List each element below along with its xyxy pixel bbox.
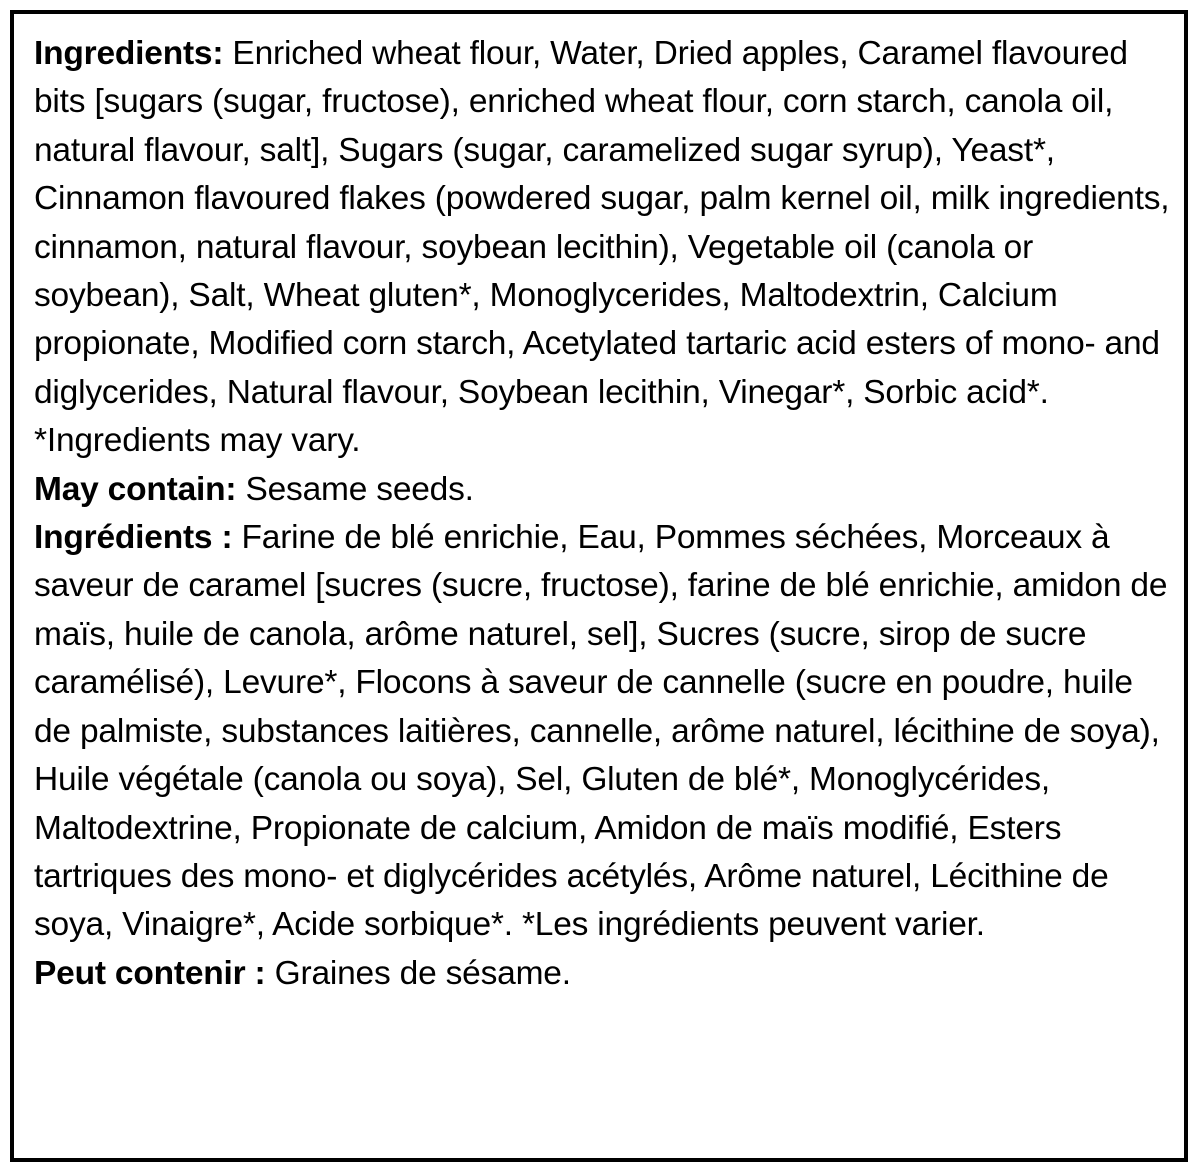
ingredients-label-box [10, 10, 1188, 1162]
french-ingredients-list: Farine de blé enrichie, Eau, Pommes séchées, Morceaux à saveur de caramel [sucres (sucre, fructose), farine de blé enrichie, amidon de maïs, huile de canola, arôme naturel, sel], Sucres (sucre, sirop de sucre caramélisé), Levure*, Flocons à saveur de cannelle (sucre en poudre, huile de palmiste, substances laitières, cannelle, arôme naturel, lécithine de soya), Huile végétale (canola ou soya), Sel, Gluten de blé*, Monoglycérides, Maltodextrine, Propionate de calcium, Amidon de maïs modifié, Esters tartriques des mono- et diglycérides acétylés, Arôme naturel, Lécithine de soya, Vinaigre*, Acide sorbique*. *Les ingrédients peuvent varier. [34, 519, 1168, 944]
english-may-contain-text: Sesame seeds. [236, 470, 474, 508]
english-ingredients-heading: Ingredients: [34, 35, 224, 72]
french-may-contain-text: Graines de sésame. [265, 954, 571, 992]
french-may-contain-paragraph [34, 950, 1170, 998]
english-may-contain-heading: May contain: [34, 470, 237, 508]
english-may-contain-paragraph [34, 466, 1170, 514]
english-ingredients-paragraph [34, 30, 1170, 466]
french-may-contain-heading: Peut contenir : [34, 954, 266, 992]
english-ingredients-list: Enriched wheat flour, Water, Dried apples, Caramel flavoured bits [sugars (sugar, fructose), enriched wheat flour, corn starch, canola oil, natural flavour, salt], Sugars (sugar, caramelized sugar syrup), Yeast*, Cinnamon flavoured flakes (powdered sugar, palm kernel oil, milk ingredients, cinnamon, natural flavour, soybean lecithin), Vegetable oil (canola or soybean), Salt, Wheat gluten*, Monoglycerides, Maltodextrin, Calcium propionate, Modified corn starch, Acetylated tartaric acid esters of mono- and diglycerides, Natural flavour, Soybean lecithin, Vinegar*, Sorbic acid*. *Ingredients may vary. [34, 35, 1170, 460]
french-ingredients-heading: Ingrédients : [34, 519, 233, 557]
ingredients-label-text [34, 30, 1170, 998]
french-ingredients-paragraph [34, 514, 1170, 950]
